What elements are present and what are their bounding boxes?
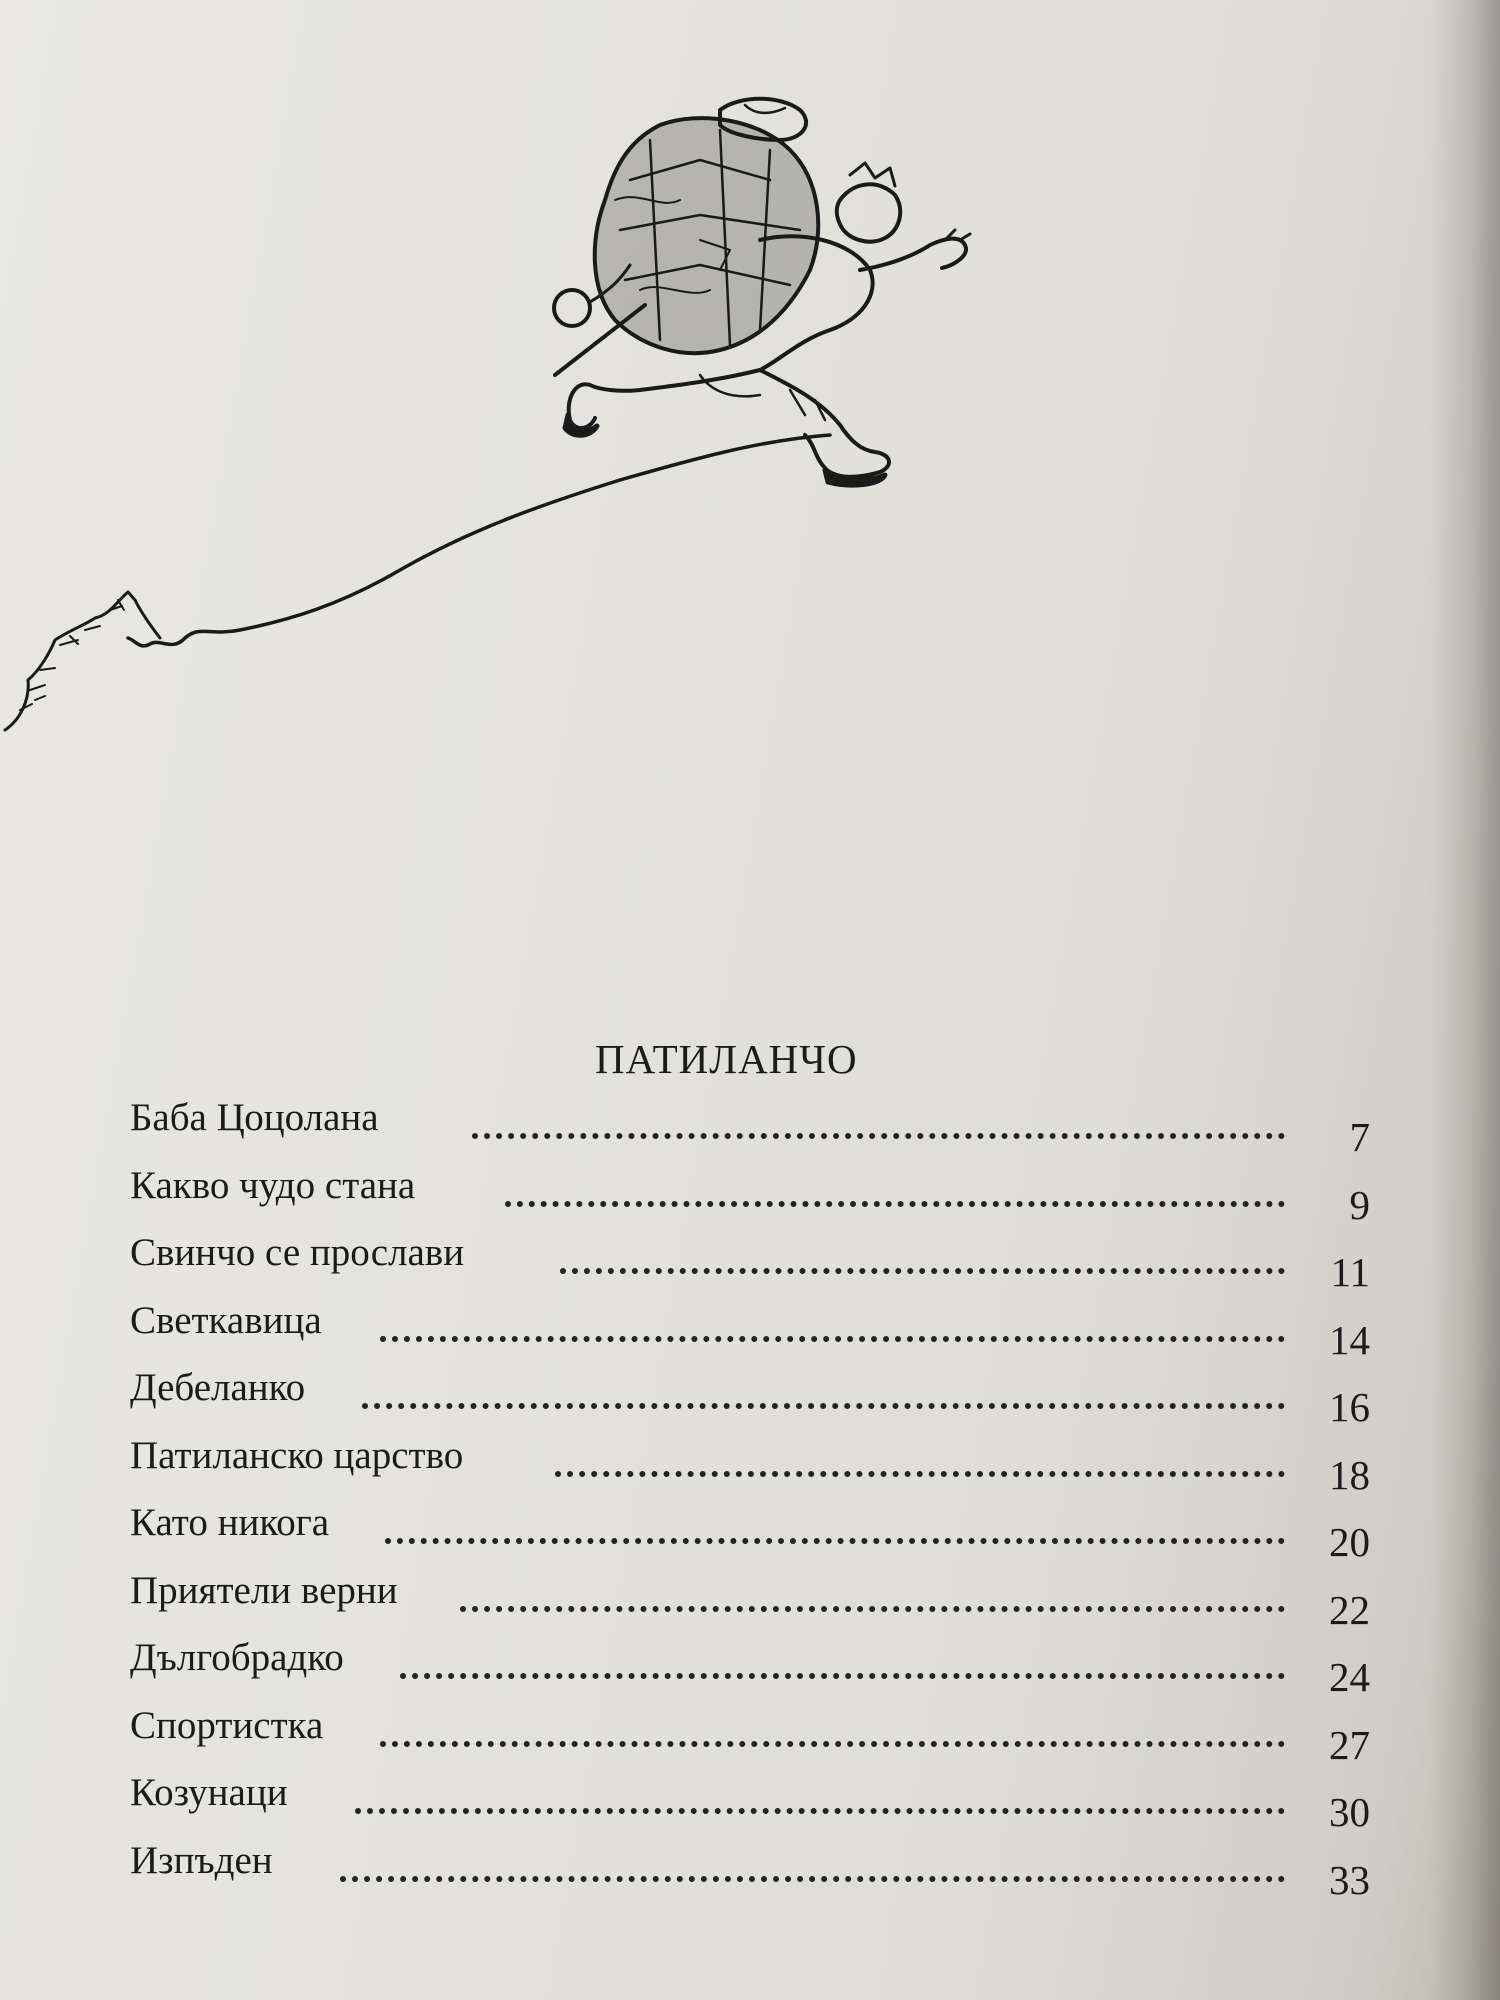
toc-entry-title: Дългобрадко [130,1636,344,1679]
section-title: ПАТИЛАНЧО [595,1036,858,1082]
toc-entry[interactable] [130,1365,1370,1433]
toc-entry-title: Светкавица [130,1298,322,1342]
toc-entry[interactable] [130,1703,1370,1771]
toc-entry[interactable] [130,1568,1370,1636]
toc-entry-page: 14 [1329,1316,1370,1363]
toc-entry-page: 9 [1349,1181,1370,1228]
dot-leader [380,1328,1285,1342]
toc-entry-page: 30 [1329,1789,1370,1835]
toc-list [130,1095,1370,1905]
dot-leader [505,1193,1285,1207]
toc-entry-page: 20 [1329,1519,1370,1565]
toc-entry-title: Изпъден [130,1838,273,1882]
toc-entry-title: Спортистка [130,1703,324,1747]
dot-leader [380,1733,1285,1747]
toc-entry[interactable] [130,1838,1370,1906]
toc-entry-page: 33 [1329,1856,1370,1903]
toc-entry-title: Свинчо се прослави [130,1231,465,1274]
toc-entry-page: 27 [1329,1721,1370,1768]
toc-entry[interactable] [130,1433,1370,1501]
mountain-icon [5,592,160,730]
trail-line-icon [128,435,830,646]
toc-entry-title: Патиланско царство [130,1433,464,1477]
dot-leader [555,1463,1285,1477]
toc-entry[interactable] [130,1163,1370,1231]
toc-entry[interactable] [130,1635,1370,1703]
toc-entry-title: Дебеланко [130,1366,306,1409]
toc-entry-page: 22 [1329,1586,1370,1633]
hanging-pot-icon [554,290,590,326]
toc-entry-title: Като никога [130,1501,330,1544]
walking-stick-icon [555,305,645,375]
dot-leader [355,1800,1285,1814]
toc-entry[interactable] [130,1095,1370,1163]
dot-leader [340,1868,1285,1882]
toc-entry[interactable] [130,1500,1370,1568]
toc-entry-title: Баба Цоцолана [130,1096,379,1139]
dot-leader [362,1395,1285,1409]
toc-entry-page: 24 [1329,1654,1370,1700]
toc-entry-page: 7 [1349,1114,1370,1160]
dot-leader [472,1125,1285,1139]
toc-entry[interactable] [130,1298,1370,1366]
dot-leader [400,1665,1285,1679]
runner-head-icon [837,184,900,241]
toc-entry-page: 11 [1330,1249,1370,1295]
toc-entry-page: 18 [1329,1451,1370,1498]
toc-entry[interactable] [130,1230,1370,1298]
running-man-illustration-icon [0,40,1000,760]
dot-leader [385,1530,1285,1544]
dot-leader [560,1260,1285,1274]
toc-entry-title: Приятели верни [130,1568,398,1612]
toc-entry[interactable] [130,1770,1370,1838]
toc-entry-title: Какво чудо стана [130,1163,416,1207]
toc-entry-title: Козунаци [130,1771,288,1814]
toc-entry-page: 16 [1329,1384,1370,1430]
dot-leader [460,1598,1285,1612]
